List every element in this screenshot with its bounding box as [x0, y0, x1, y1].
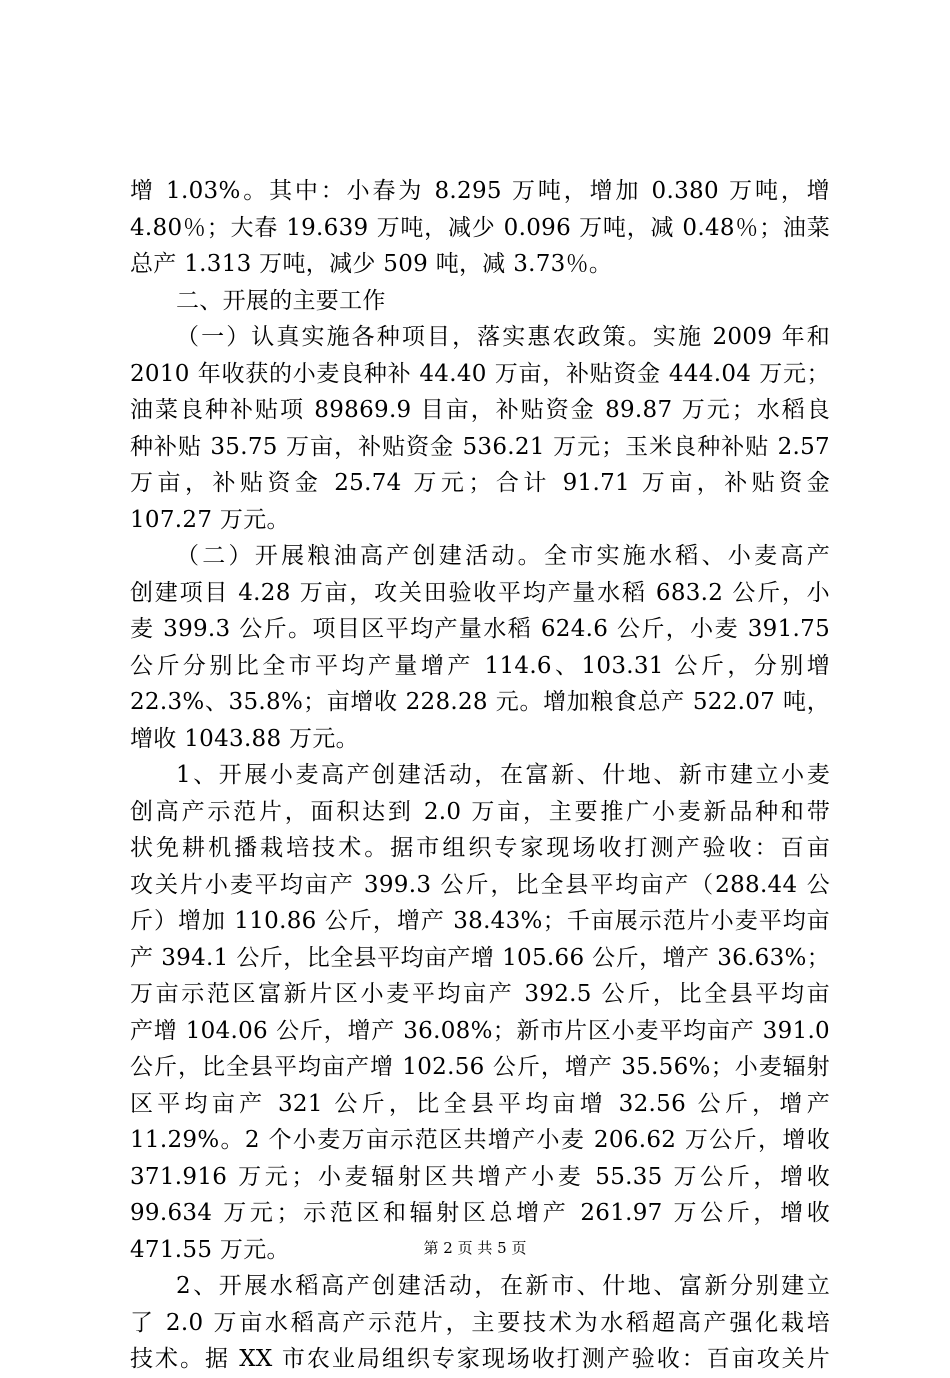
text-line: 4.80％；大春 19.639 万吨，减少 0.096 万吨，减 0.48％；油菜 — [130, 214, 830, 241]
text-line: 99.634 万元；示范区和辐射区总增产 261.97 万公斤，增收 — [130, 1200, 830, 1226]
text-line: 创建项目 4.28 万亩，攻关田验收平均产量水稻 683.2 公斤，小 — [130, 579, 830, 606]
text-line: 产增 104.06 公斤，增产 36.08%；新市片区小麦平均亩产 391.0 — [130, 1017, 830, 1044]
section-heading: 二、开展的主要工作 — [176, 287, 386, 314]
text-line: 种补贴 35.75 万亩，补贴资金 536.21 万元；玉米良种补贴 2.57 — [130, 433, 830, 460]
document-body — [130, 173, 830, 1378]
text-line: 创高产示范片，面积达到 2.0 万亩，主要推广小麦新品种和带 — [130, 798, 830, 825]
text-line: 22.3%、35.8%；亩增收 228.28 元。增加粮食总产 522.07 吨， — [130, 689, 830, 715]
paragraph-first-line: 1、开展小麦高产创建活动，在富新、什地、新市建立小麦 — [176, 762, 830, 788]
text-line: 2010 年收获的小麦良种补 44.40 万亩，补贴资金 444.04 万元； — [130, 360, 830, 387]
text-line: 371.916 万元；小麦辐射区共增产小麦 55.35 万公斤，增收 — [130, 1163, 830, 1190]
text-line: 增收 1043.88 万元。 — [130, 725, 359, 752]
text-line: 区平均亩产 321 公斤，比全县平均亩增 32.56 公斤，增产 — [130, 1090, 830, 1117]
text-line: 公斤分别比全市平均产量增产 114.6、103.31 公斤，分别增 — [130, 652, 830, 679]
text-line: 471.55 万元。 — [130, 1236, 290, 1263]
text-line: 产 394.1 公斤，比全县平均亩产增 105.66 公斤，增产 36.63%； — [130, 944, 830, 971]
page-footer: 第 2 页 共 5 页 — [423, 1239, 527, 1257]
text-line: 了 2.0 万亩水稻高产示范片，主要技术为水稻超高产强化栽培 — [130, 1309, 830, 1336]
text-line: 11.29%。2 个小麦万亩示范区共增产小麦 206.62 万公斤，增收 — [130, 1127, 830, 1153]
text-line: 状免耕机播栽培技术。据市组织专家现场收打测产验收：百亩 — [130, 835, 830, 861]
text-line: 万亩，补贴资金 25.74 万元；合计 91.71 万亩，补贴资金 — [130, 470, 830, 496]
paragraph-first-line: 2、开展水稻高产创建活动，在新市、什地、富新分别建立 — [176, 1273, 830, 1299]
text-line: 增 1.03%。其中：小春为 8.295 万吨，增加 0.380 万吨，增 — [130, 178, 830, 204]
text-line: 技术。据 XX 市农业局组织专家现场收打测产验收：百亩攻关片 — [130, 1346, 830, 1372]
text-line: 总产 1.313 万吨，减少 509 吨，减 3.73％。 — [130, 251, 613, 277]
text-line: 油菜良种补贴项 89869.9 目亩，补贴资金 89.87 万元；水稻良 — [130, 397, 830, 423]
text-line: 公斤，比全县平均亩产增 102.56 公斤，增产 35.56%；小麦辐射 — [130, 1054, 830, 1080]
text-line: 麦 399.3 公斤。项目区平均产量水稻 624.6 公斤，小麦 391.75 — [130, 616, 830, 642]
text-line: 107.27 万元。 — [130, 506, 290, 533]
paragraph-first-line: （一）认真实施各种项目，落实惠农政策。实施 2009 年和 — [176, 324, 830, 350]
text-line: 攻关片小麦平均亩产 399.3 公斤，比全县平均亩产（288.44 公 — [130, 871, 830, 898]
text-line: 斤）增加 110.86 公斤，增产 38.43%；千亩展示范片小麦平均亩 — [130, 908, 830, 934]
text-line: 万亩示范区富新片区小麦平均亩产 392.5 公斤，比全县平均亩 — [130, 981, 830, 1007]
paragraph-first-line: （二）开展粮油高产创建活动。全市实施水稻、小麦高产 — [176, 543, 830, 569]
